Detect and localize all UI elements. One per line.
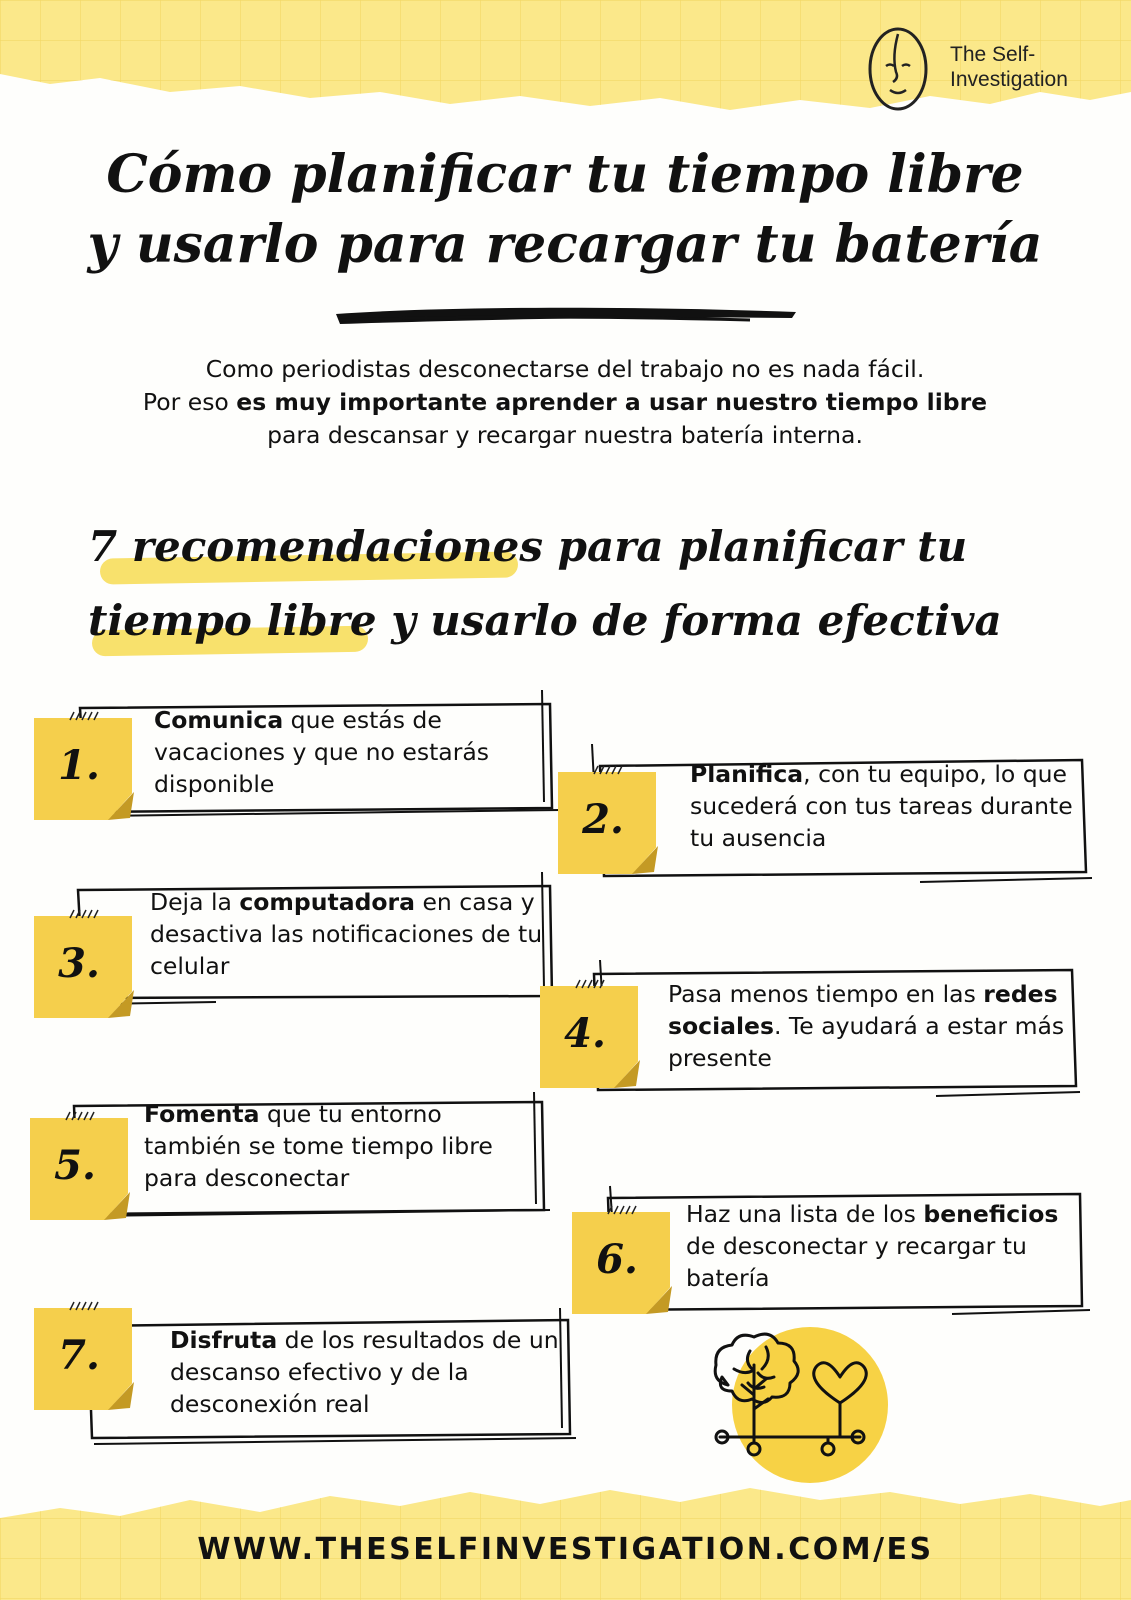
intro-line3: para descansar y recargar nuestra batería interna. <box>267 421 863 449</box>
tip-card-6 <box>572 1186 1102 1330</box>
tip-card-5 <box>30 1092 560 1232</box>
tip-2-bold: Planifica <box>690 760 804 788</box>
tip-card-3 <box>34 872 564 1022</box>
tip-text-4 <box>668 978 1078 1074</box>
brand-name-line1: The Self- <box>950 43 1036 66</box>
tip-4-pre: Pasa menos tiempo en las <box>668 980 984 1008</box>
brain-tree-heart-balance-icon <box>700 1325 890 1485</box>
tip-text-1 <box>154 704 524 800</box>
tip-number-7: 7. <box>58 1332 100 1379</box>
sticky-note-4 <box>540 986 638 1088</box>
sticky-note-3 <box>34 916 132 1018</box>
tip-card-7 <box>34 1308 594 1458</box>
sticky-note-5 <box>30 1118 128 1220</box>
tip-number-4: 4. <box>564 1010 606 1057</box>
tip-1-bold: Comunica <box>154 706 284 734</box>
section-subtitle-line2: tiempo libre y usarlo de forma efectiva <box>88 596 1002 645</box>
tip-6-pre: Haz una lista de los <box>686 1200 924 1228</box>
brand-logo[interactable] <box>866 26 1096 116</box>
tip-6-rest: de desconectar y recargar tu batería <box>686 1232 1027 1292</box>
tip-card-4 <box>540 958 1100 1108</box>
title-underline-brushstroke <box>330 300 800 336</box>
section-subtitle <box>88 510 1078 658</box>
tip-6-bold: beneficios <box>923 1200 1059 1228</box>
tip-5-bold: Fomenta <box>144 1100 260 1128</box>
tip-4-rest: . Te ayudará a estar más presente <box>668 1012 1065 1072</box>
tip-3-rest: en casa y desactiva las notificaciones de tu celular <box>150 888 543 980</box>
tip-card-1 <box>34 688 564 838</box>
sticky-note-7 <box>34 1308 132 1410</box>
tip-2-rest: , con tu equipo, lo que sucederá con tus tareas durante tu ausencia <box>690 760 1073 852</box>
tip-7-bold: Disfruta <box>170 1326 278 1354</box>
section-subtitle-line1: 7 recomendaciones para planificar tu <box>88 522 968 571</box>
page-title <box>60 140 1070 280</box>
tip-number-1: 1. <box>58 742 100 789</box>
sticky-note-1 <box>34 718 132 820</box>
tip-text-2 <box>690 758 1080 854</box>
tip-4-bold: redes sociales <box>668 980 1058 1040</box>
tip-number-6: 6. <box>596 1236 638 1283</box>
tip-number-3: 3. <box>58 940 100 987</box>
face-outline-icon <box>866 26 930 112</box>
page-title-line1: Cómo planificar tu tiempo libre <box>106 144 1024 205</box>
intro-line2 <box>80 386 1050 419</box>
tip-text-7 <box>170 1324 560 1420</box>
footer-website-link[interactable]: WWW.THESELFINVESTIGATION.COM/ES <box>197 1532 934 1567</box>
intro-paragraph <box>80 353 1050 452</box>
tip-text-6 <box>686 1198 1076 1294</box>
tip-text-5 <box>144 1098 524 1194</box>
sticky-note-6 <box>572 1212 670 1314</box>
tip-3-bold: computadora <box>239 888 415 916</box>
brand-name-line2: Investigation <box>950 68 1068 91</box>
page-title-line2: y usarlo para recargar tu batería <box>87 214 1043 275</box>
intro-line1: Como periodistas desconectarse del trabajo no es nada fácil. <box>205 355 925 383</box>
intro-line2-bold: es muy importante aprender a usar nuestro tiempo libre <box>236 388 988 416</box>
tip-5-rest: que tu entorno también se tome tiempo libre para desconectar <box>144 1100 493 1192</box>
tip-3-pre: Deja la <box>150 888 240 916</box>
tip-number-5: 5. <box>54 1142 96 1189</box>
brand-name <box>950 42 1100 92</box>
tip-text-3 <box>150 886 550 982</box>
tip-number-2: 2. <box>582 796 624 843</box>
tip-7-rest: de los resultados de un descanso efectivo y de la desconexión real <box>170 1326 559 1418</box>
intro-line2-pre: Por eso <box>142 388 237 416</box>
tip-1-rest: que estás de vacaciones y que no estarás disponible <box>154 706 490 798</box>
tip-card-2 <box>570 742 1100 892</box>
sticky-note-2 <box>558 772 656 874</box>
